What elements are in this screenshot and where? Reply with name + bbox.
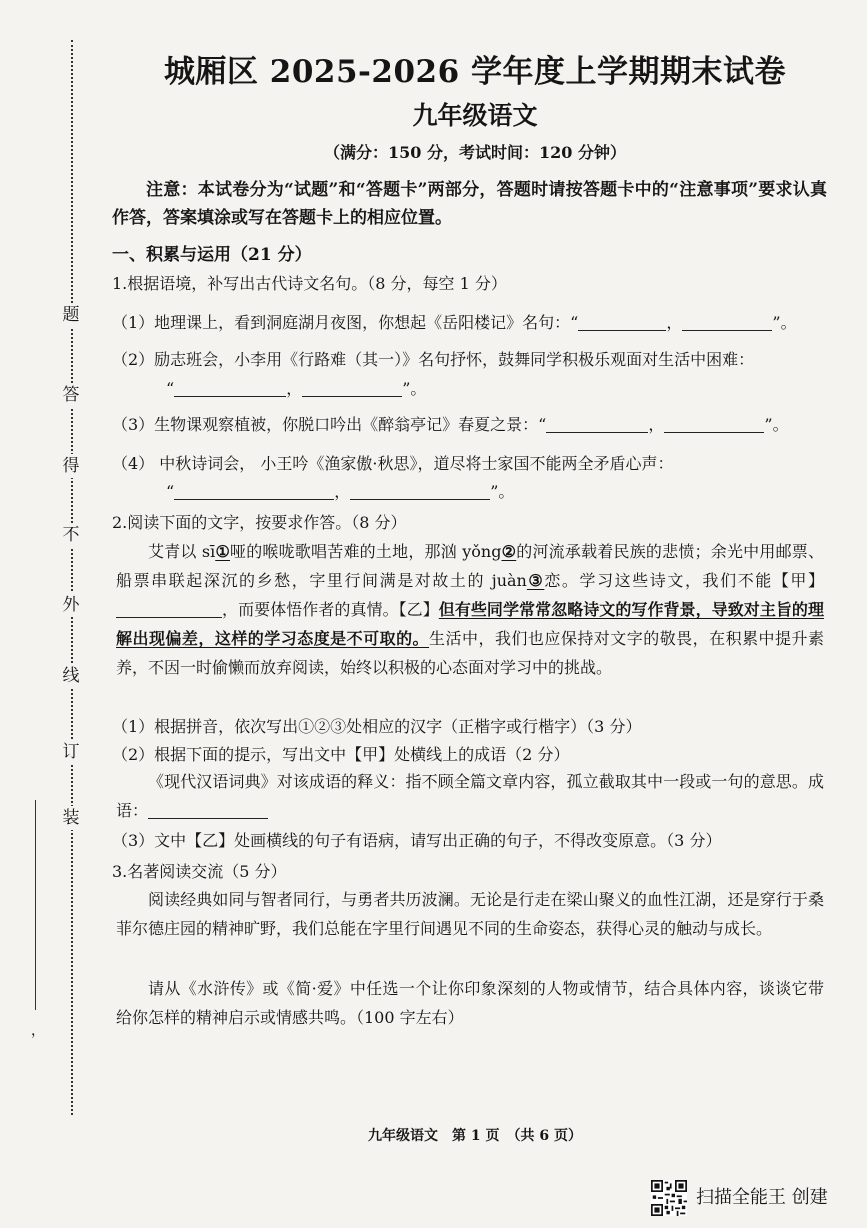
answer-blank: [578, 314, 666, 331]
question-3-paragraph-1: 阅读经典如同与智者同行，与勇者共历波澜。无论是行走在梁山聚义的血性江湖，还是穿行于桑菲尔德庄园的精神旷野，我们总能在字里行间遇见不同的生命姿态，获得心灵的触动与成长。: [116, 890, 824, 938]
question-1-item-4-answer: “ ， ”。: [166, 482, 515, 501]
exam-subtitle: 九年级语文: [412, 101, 538, 130]
question-3-stem: 3.名著阅读交流（5 分）: [112, 862, 287, 881]
binding-solid-line: [35, 800, 36, 1010]
binding-char: 装: [58, 806, 84, 830]
binding-char: 订: [58, 740, 84, 764]
binding-char: 不: [58, 523, 84, 547]
binding-char: 答: [58, 383, 84, 407]
answer-blank: [302, 380, 402, 397]
exam-meta: （满分：150 分，考试时间：120 分钟）: [324, 143, 626, 162]
answer-blank: [350, 483, 490, 500]
question-1-item-1: （1）地理课上，看到洞庭湖月夜图，你想起《岳阳楼记》名句：“ ， ”。: [112, 313, 797, 332]
binding-dotted-line: [71, 40, 73, 1115]
section-heading: 一、积累与运用（21 分）: [112, 245, 312, 265]
question-1-item-2-answer: “ ， ”。: [166, 379, 427, 398]
qr-code-icon: [651, 1180, 687, 1216]
answer-blank: [174, 483, 334, 500]
question-2-passage: 艾青以 sī①哑的喉咙歌唱苦难的土地，那汹 yǒng②的河流承载着民族的悲愤；余光中用邮票、船票串联起深沉的乡愁，字里行间满是对故土的 juàn③恋。学习这些诗文，我们不能【甲】，而要体悟作者的真情。【乙】但有些同学常常忽略诗文的写作背景，导致对主旨的理解出现偏差，这样的学习态度是不可取的。生活中，我们也应保持对文字的敬畏，在积累中提升素养，不因一时偷懒而放弃阅读，始终以积极的心态面对学习中的挑战。: [116, 542, 824, 677]
binding-mark: ，: [31, 1023, 45, 1039]
question-1-item-2: （2）励志班会，小李用《行路难（其一）》名句抒怀，鼓舞同学积极乐观面对生活中困难：: [112, 350, 755, 369]
binding-char: 线: [58, 664, 84, 688]
question-1-item-4: （4） 中秋诗词会， 小王吟《渔家傲·秋思》，道尽将士家国不能两全矛盾心声：: [112, 454, 674, 473]
answer-blank: [682, 314, 772, 331]
binding-char: 得: [58, 454, 84, 478]
underlined-sentence: 但有些同学常常忽略诗文的写作背景，导致对主旨的理解出现偏差，这样的学习态度是不可取的。: [116, 600, 824, 648]
answer-blank: [546, 416, 648, 433]
answer-blank: [664, 416, 764, 433]
binding-char: 外: [58, 593, 84, 617]
question-1-stem: 1.根据语境，补写出古代诗文名句。（8 分，每空 1 分）: [112, 274, 507, 293]
answer-blank: [174, 380, 286, 397]
page-footer: 九年级语文 第 1 页 （共 6 页）: [368, 1128, 582, 1144]
answer-blank: [116, 601, 222, 618]
question-3-paragraph-2: 请从《水浒传》或《简·爱》中任选一个让你印象深刻的人物或情节，结合具体内容，谈谈它带给你怎样的精神启示或情感共鸣。（100 字左右）: [116, 979, 824, 1027]
question-2-sub-3: （3）文中【乙】处画横线的句子有语病，请写出正确的句子，不得改变原意。（3 分）: [112, 831, 722, 850]
binding-char: 题: [58, 303, 84, 327]
scanner-brand-label: 扫描全能王 创建: [696, 1187, 828, 1208]
question-2-sub-2: （2）根据下面的提示，写出文中【甲】处横线上的成语（2 分）: [112, 745, 570, 764]
question-2-stem: 2.阅读下面的文字，按要求作答。（8 分）: [112, 513, 407, 532]
question-1-item-3: （3）生物课观察植被，你脱口吟出《醉翁亭记》春夏之景：“ ， ”。: [112, 415, 789, 434]
question-2-hint: 《现代汉语词典》对该成语的释义：指不顾全篇文章内容，孤立截取其中一段或一句的意思。成语：: [116, 772, 824, 820]
answer-blank: [148, 802, 268, 819]
exam-notice: 注意：本试卷分为“试题”和“答题卡”两部分，答题时请按答题卡中的“注意事项”要求认真作答，答案填涂或写在答题卡上的相应位置。: [112, 180, 827, 228]
question-2-sub-1: （1）根据拼音，依次写出①②③处相应的汉字（正楷字或行楷字）（3 分）: [112, 717, 642, 736]
exam-title: 城厢区 2025-2026 学年度上学期期末试卷: [163, 54, 786, 90]
